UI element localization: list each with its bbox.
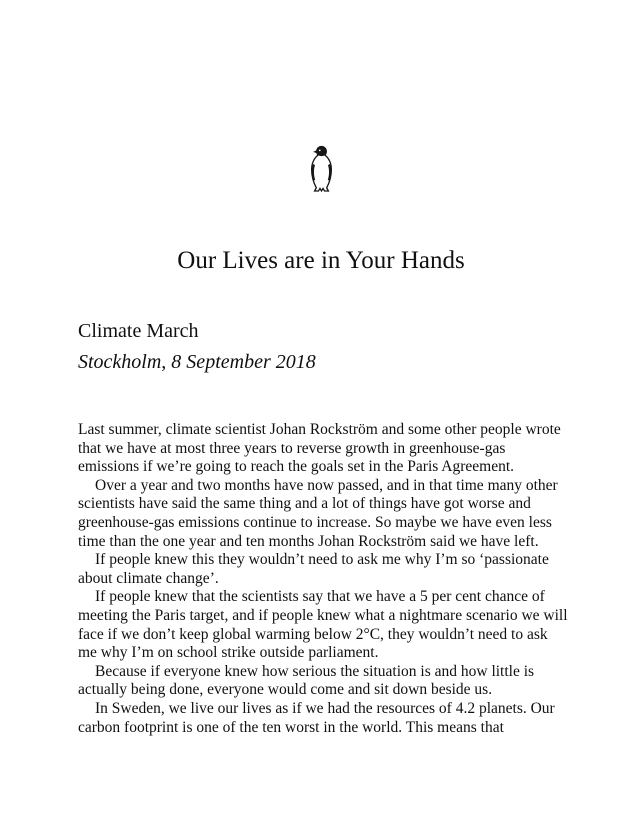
body-paragraph: In Sweden, we live our lives as if we had the resources of 4.2 planets. Our carbon footprint is one of the ten worst in the world. This means that bbox=[78, 699, 555, 736]
section-heading: Climate March bbox=[78, 320, 199, 342]
body-paragraph: Over a year and two months have now passed, and in that time many other scientists have said the same thing and a lot of things have got worse and greenhouse-gas emissions continue to increase. So maybe we have even less time than the one year and ten months Johan Rockström said we have left. bbox=[78, 476, 558, 550]
body-paragraph: Last summer, climate scientist Johan Rockström and some other people wrote that we have at most three years to reverse growth in greenhouse-gas emissions if we’re going to reach the goals set in the Paris Agreement. bbox=[78, 421, 561, 476]
body-paragraph: If people knew this they wouldn’t need to ask me why I’m so ‘passionate about climate change’. bbox=[78, 551, 549, 587]
section-subheading: Stockholm, 8 September 2018 bbox=[78, 351, 316, 373]
publisher-logo-area bbox=[0, 0, 642, 202]
body-paragraph: If people knew that the scientists say that we have a 5 per cent chance of meeting the Paris target, and if people knew what a nightmare scenario we will face if we don’t keep global warming below 2°C, they wouldn’t need to ask me why I’m on school strike outside parliament. bbox=[78, 588, 568, 662]
body-text bbox=[78, 421, 570, 737]
chapter-title: Our Lives are in Your Hands bbox=[177, 247, 465, 274]
body-paragraph: Because if everyone knew how serious the situation is and how little is actually being done, everyone would come and sit down beside us. bbox=[78, 662, 535, 699]
penguin-logo-icon bbox=[305, 144, 338, 202]
